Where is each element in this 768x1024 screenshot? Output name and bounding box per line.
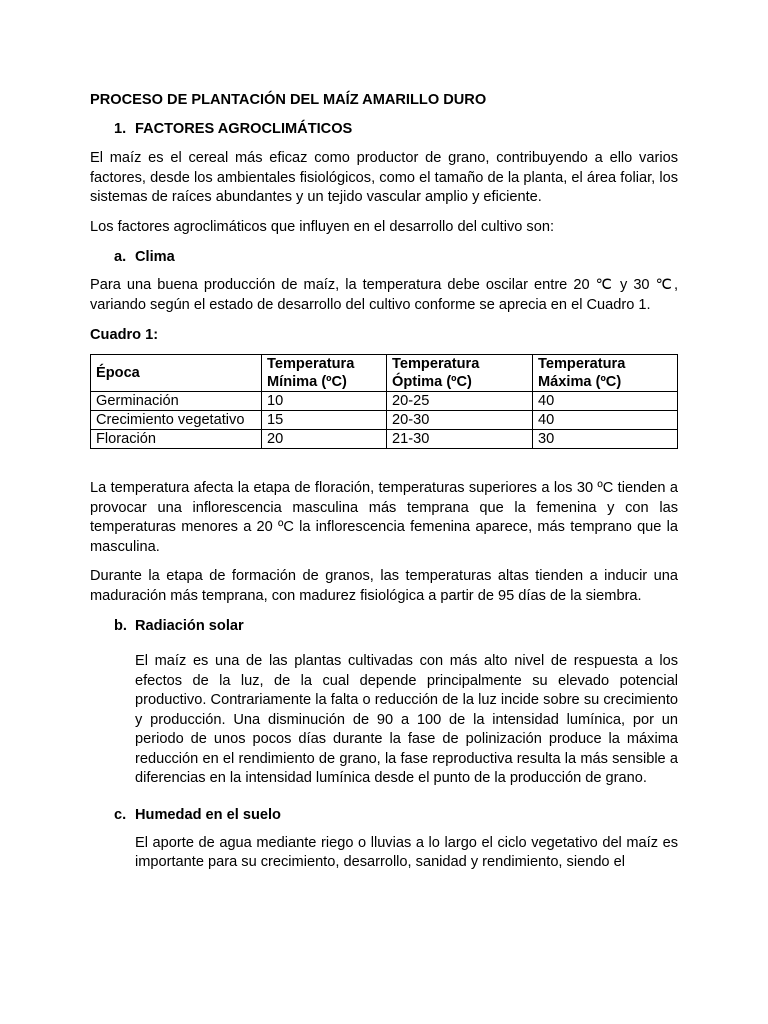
- table-row: [91, 392, 678, 411]
- table-cell: 10: [262, 392, 387, 411]
- table-cell: 15: [262, 411, 387, 430]
- table-cell: 21-30: [387, 430, 533, 449]
- table-header-cell: Temperatura Máxima (ºC): [533, 355, 678, 392]
- paragraph-intro: El maíz es el cereal más eficaz como productor de grano, contribuyendo a ello varios factores, desde los ambientales fisiológicos, como el tamaño de la planta, el área foliar, los sistemas de raíces abundantes y un tejido vascular amplio y eficiente.: [90, 150, 678, 205]
- table-cell: 20-25: [387, 392, 533, 411]
- subsection-letter: b.: [114, 618, 127, 634]
- paragraph-humedad: El aporte de agua mediante riego o lluvias a lo largo el ciclo vegetativo del maíz es importante para su crecimiento, desarrollo, sanidad y rendimiento, siendo el: [135, 834, 678, 870]
- section-number: 1.: [114, 121, 127, 137]
- table-cell: 40: [533, 411, 678, 430]
- table-header-cell: Temperatura Óptima (ºC): [387, 355, 533, 392]
- table-cell: Crecimiento vegetativo: [91, 411, 262, 430]
- document-page: [90, 90, 678, 883]
- table-cell: 40: [533, 392, 678, 411]
- table-row: [91, 430, 678, 449]
- paragraph-radiacion: El maíz es una de las plantas cultivadas con más alto nivel de respuesta a los efectos de la luz, de la cual depende principalmente su elevado potencial productivo. Contrariamente la falta o reducción de la luz incide sobre su crecimiento y producción. Una disminución de 90 a 100 de la intensidad lumínica, por un periodo de unos pocos días durante la fase de polinización produce la máxima reducción en el rendimiento de grano, la fase reproductiva resulta la más sensible a diferencias en la intensidad lumínica desde el punto de la producción de grano.: [135, 653, 678, 786]
- subsection-letter: c.: [114, 806, 127, 823]
- paragraph-clima-temperatura: Para una buena producción de maíz, la temperatura debe oscilar entre 20 ℃ y 30 ℃, variando según el estado de desarrollo del cultivo conforme se aprecia en el Cuadro 1.: [90, 277, 678, 313]
- subsection-heading-clima: [90, 247, 678, 267]
- table-cell: 20: [262, 430, 387, 449]
- table-header-row: [91, 355, 678, 392]
- subsection-letter: a.: [114, 249, 127, 265]
- table-cell: Floración: [91, 430, 262, 449]
- table-row: [91, 411, 678, 430]
- table-cell: Germinación: [91, 392, 262, 411]
- subsection-heading-text: Humedad en el suelo: [135, 806, 281, 823]
- table-header-cell: Época: [91, 355, 262, 392]
- paragraph-factores: Los factores agroclimáticos que influyen en el desarrollo del cultivo son:: [90, 218, 555, 235]
- document-title: PROCESO DE PLANTACIÓN DEL MAÍZ AMARILLO DURO: [90, 92, 487, 108]
- paragraph-floracion: La temperatura afecta la etapa de floración, temperaturas superiores a los 30 ºC tienden a provocar una inflorescencia masculina más temprana que la femenina y con las temperaturas menores a 20 ºC la inflorescencia femenina aparece, más temprano que la masculina.: [90, 480, 678, 555]
- table-cell: 30: [533, 430, 678, 449]
- section-heading-factores: [90, 119, 678, 139]
- subsection-heading-humedad: [90, 805, 678, 825]
- table-cell: 20-30: [387, 411, 533, 430]
- section-heading-text: FACTORES AGROCLIMÁTICOS: [135, 121, 353, 137]
- table-caption: Cuadro 1:: [90, 327, 159, 343]
- subsection-heading-text: Radiación solar: [135, 618, 244, 634]
- subsection-heading-text: Clima: [135, 249, 175, 265]
- paragraph-granos: Durante la etapa de formación de granos, las temperaturas altas tienden a inducir una maduración más temprana, con madurez fisiológica a partir de 95 días de la siembra.: [90, 568, 678, 604]
- subsection-heading-radiacion: [90, 616, 678, 636]
- table-header-cell: Temperatura Mínima (ºC): [262, 355, 387, 392]
- temperature-table: [90, 354, 678, 449]
